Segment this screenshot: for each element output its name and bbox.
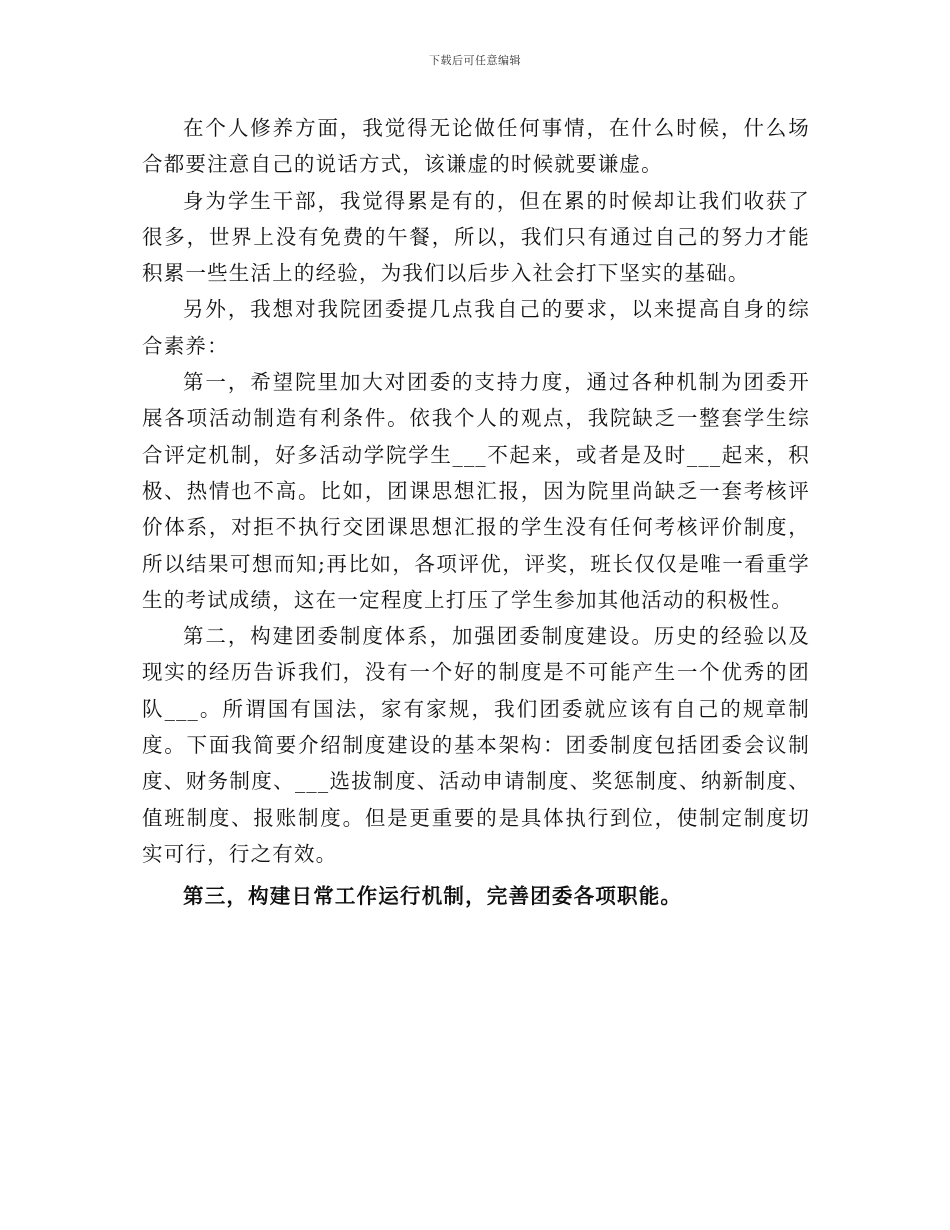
paragraph-first-point: 第一，希望院里加大对团委的支持力度，通过各种机制为团委开展各项活动制造有利条件。依我个人的观点，我院缺乏一整套学生综合评定机制，好多活动学院学生___不起来，或者是及时___起来，积极、热情也不高。比如，团课思想汇报，因为院里尚缺乏一套考核评价体系，对拒不执行交团课思想汇报的学生没有任何考核评价制度，所以结果可想而知;再比如，各项评优，评奖，班长仅仅是唯一看重学生的考试成绩，这在一定程度上打压了学生参加其他活动的积极性。 (142, 370, 810, 612)
paragraph-second-point: 第二，构建团委制度体系，加强团委制度建设。历史的经验以及现实的经历告诉我们，没有一个好的制度是不可能产生一个优秀的团队___。所谓国有国法，家有家规，我们团委就应该有自己的规章制度。下面我简要介绍制度建设的基本架构：团委制度包括团委会议制度、财务制度、___选拔制度、活动申请制度、奖惩制度、纳新制度、值班制度、报账制度。但是更重要的是具体执行到位，使制定制度切实可行，行之有效。 (142, 624, 810, 866)
paragraph-requirements-intro: 另外，我想对我院团委提几点我自己的要求，以来提高自身的综合素养： (142, 297, 810, 358)
body-text (142, 110, 810, 915)
header-note: 下载后可任意编辑 (429, 54, 521, 67)
paragraph-personal-cultivation: 在个人修养方面，我觉得无论做任何事情，在什么时候，什么场合都要注意自己的说话方式，该谦虚的时候就要谦虚。 (142, 116, 810, 177)
paragraph-student-cadre: 身为学生干部，我觉得累是有的，但在累的时候却让我们收获了很多，世界上没有免费的午餐，所以，我们只有通过自己的努力才能积累一些生活上的经验，为我们以后步入社会打下坚实的基础。 (142, 188, 810, 286)
paragraph-third-point-heading: 第三，构建日常工作运行机制，完善团委各项职能。 (183, 884, 683, 909)
